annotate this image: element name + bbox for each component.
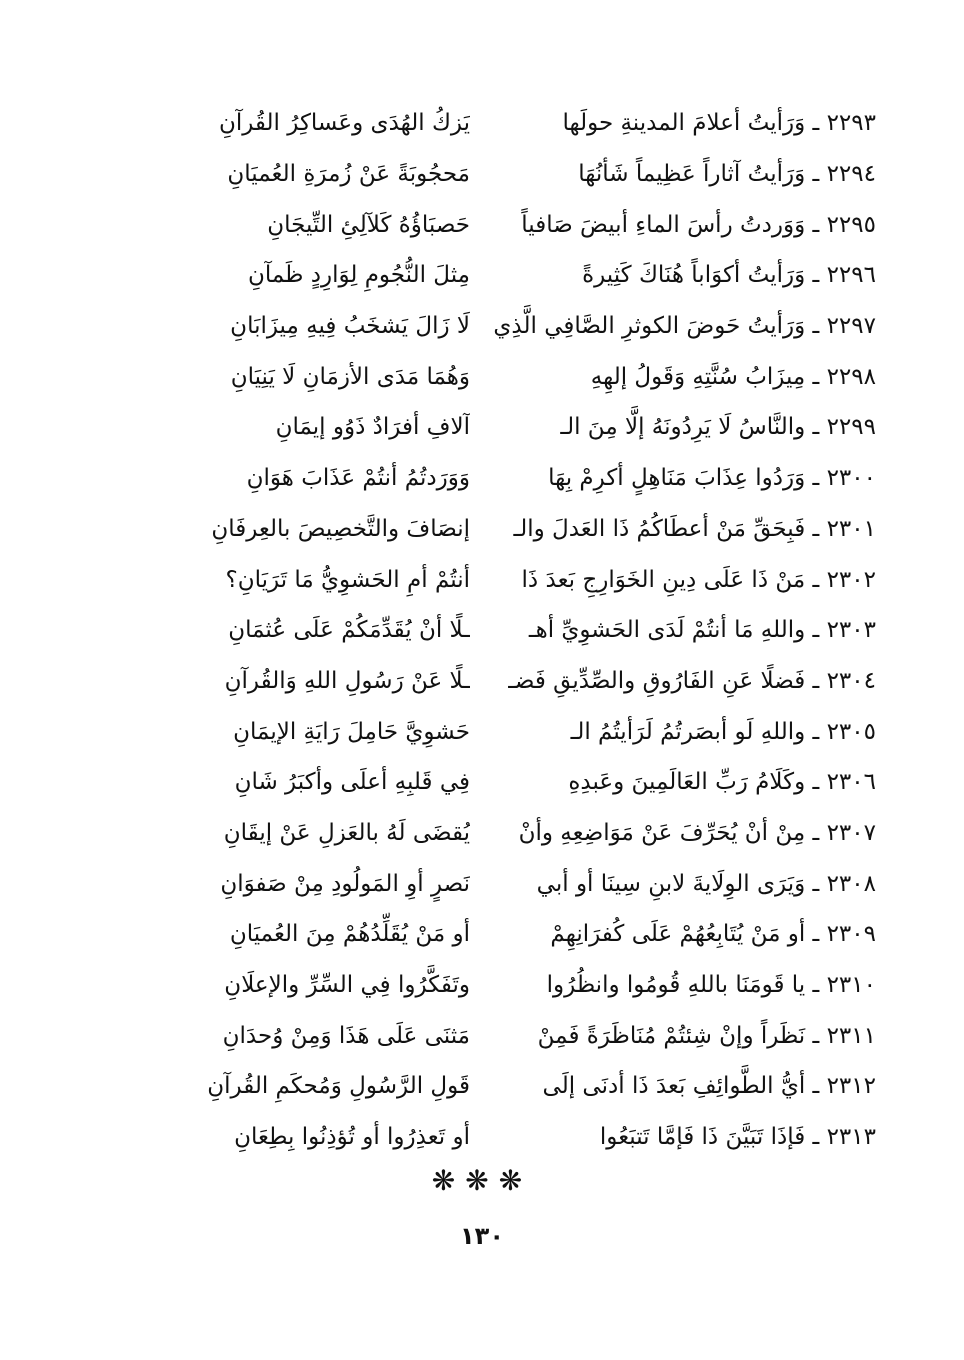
verse-second-hemistich: أو تَعذِرُوا أو تُؤذِنُوا بِطِعَانِ	[234, 1124, 470, 1151]
verse-row	[86, 757, 876, 808]
verse-first-hemistich: ٢٣٠٤ ـ فَضلًا عَنِ الفَارُوقِ والصِّدِّيقِ فَضـ	[508, 667, 876, 694]
verse-second-hemistich: وتَفَكَّرُوا فِي السِّرِّ والإعلَانِ	[224, 972, 470, 999]
verse-first-hemistich: ٢٣١٢ ـ أيُّ الطَّوائِفِ بَعدَ ذَا أدنَى إلَى	[542, 1073, 876, 1100]
verse-row	[86, 98, 876, 149]
verse-row	[86, 351, 876, 402]
verse-row	[86, 554, 876, 605]
verse-second-hemistich: حَشوِيَّ حَامِلَ رَايَةِ الإيمَانِ	[233, 718, 470, 745]
verse-second-hemistich: إنصَافَ والتَّخصِيصَ بالعِرفَانِ	[211, 515, 470, 542]
verse-row	[86, 1112, 876, 1163]
verse-row	[86, 250, 876, 301]
verse-second-hemistich: يَزكُ الهُدَى وعَساكِرُ القُرآنِ	[218, 110, 470, 137]
verse-first-hemistich: ٢٢٩٩ ـ والنَّاسُ لَا يَرِدُونَهُ إلَّا مِنَ الـ	[560, 414, 876, 441]
verse-first-hemistich: ٢٣٠٨ ـ وَيَرَى الوِلَايةَ لابنِ سِينَا أو أبي	[536, 870, 876, 897]
verse-first-hemistich: ٢٢٩٧ ـ وَرَأيتُ حَوضَ الكوثرِ الصَّافِي الَّذِي	[493, 313, 876, 340]
verse-second-hemistich: مَحجُوبَةً عَنْ زُمرَةِ العُميَانِ	[227, 161, 470, 188]
verse-first-hemistich: ٢٣٠٩ ـ أو مَنْ يُتَابِعُهُمْ عَلَى كُفرَانِهِمْ	[550, 921, 876, 948]
verse-first-hemistich: ٢٢٩٥ ـ وَوَردتُ رأسَ الماءِ أبيضَ صَافياً	[521, 211, 876, 238]
verse-first-hemistich: ٢٢٩٨ ـ مِيزَابُ سُنَّتِهِ وَقَولُ إلهِهِ	[590, 363, 876, 390]
verse-row	[86, 301, 876, 352]
verse-second-hemistich: أنتُمْ أمِ الحَشوِيُّ مَا تَرَيَانِ؟	[225, 566, 470, 593]
verse-row	[86, 808, 876, 859]
verse-first-hemistich: ٢٢٩٦ ـ وَرَأيتُ أكوَاباً هُنَاكَ كَثِيرةً	[582, 262, 876, 289]
verse-second-hemistich: مَثنَى عَلَى هَذَا وَمِنْ وُحدَانِ	[222, 1022, 470, 1049]
verse-first-hemistich: ٢٣٠٢ ـ مَنْ ذَا عَلَى دِينِ الخَوَارِجِ بَعدَ ذَا	[521, 566, 876, 593]
verse-row	[86, 1010, 876, 1061]
verse-first-hemistich: ٢٢٩٤ ـ وَرَأيتُ آثاراً عَظِيماً شَأنُهَا	[578, 161, 876, 188]
verse-first-hemistich: ٢٣١٠ ـ يا قَومَنَا باللهِ قُومُوا وانظُرُوا	[546, 972, 876, 999]
verse-second-hemistich: وَهُمَا مَدَى الأزمَانِ لَا يَنِيَانِ	[230, 363, 470, 390]
verse-second-hemistich: نَصرٍ أوِ المَولُودِ مِنْ صَفوَانِ	[220, 870, 470, 897]
verse-first-hemistich: ٢٢٩٣ ـ وَرَأيتُ أعلامَ المدينةِ حولَها	[562, 110, 876, 137]
verse-row	[86, 199, 876, 250]
verse-first-hemistich: ٢٣٠١ ـ فَبِحَقِّ مَنْ أعطَاكُمُ ذَا العَدلَ والـ	[513, 515, 876, 542]
verse-second-hemistich: وَوَرَدتُمُ أنتُمْ عَذَابَ هَوَانِ	[246, 465, 470, 492]
verse-row	[86, 909, 876, 960]
verse-first-hemistich: ٢٣١٣ ـ فَإذَا تَبَيَّنَ ذَا فَإمَّا تَتبَعُوا	[599, 1124, 876, 1151]
verse-row	[86, 504, 876, 555]
verse-row	[86, 656, 876, 707]
verse-row	[86, 453, 876, 504]
verse-row	[86, 1061, 876, 1112]
verse-row	[86, 605, 876, 656]
verse-second-hemistich: آلافِ أفرَادٌ ذَوُو إيمَانِ	[275, 414, 470, 441]
poem-body	[86, 98, 876, 1162]
section-divider-ornament: ❋❋❋	[431, 1164, 533, 1197]
verse-first-hemistich: ٢٣٠٣ ـ واللهِ مَا أنتُمْ لَدَى الحَشوِيِّ أهـ	[528, 617, 876, 644]
verse-second-hemistich: حَصبَاؤُهُ كَلآلِئِ التِّيجَانِ	[267, 211, 470, 238]
verse-row	[86, 402, 876, 453]
verse-second-hemistich: يُقضَى لَهُ بالعَزلِ عَنْ إيقَانِ	[223, 819, 470, 846]
verse-first-hemistich: ٢٣٠٠ ـ وَرَدُوا عِذَابَ مَنَاهِلٍ أكرِمْ بِهَا	[548, 465, 876, 492]
verse-second-hemistich: أو مَنْ يُقَلِّدُهُمْ مِنَ العُميَانِ	[229, 921, 470, 948]
page-number: ١٣٠	[460, 1222, 504, 1250]
verse-first-hemistich: ٢٣١١ ـ نَظَراً وإنْ شِئتُمْ مُنَاظَرَةً فَمِنْ	[537, 1022, 876, 1049]
verse-second-hemistich: ـلًا أنْ يُقَدِّمَكُمْ عَلَى عُثمَانِ	[228, 617, 470, 644]
verse-first-hemistich: ٢٣٠٧ ـ مِنْ أنْ يُحَرِّفَ عَنْ مَوَاضِعِهِ وأنْ	[518, 819, 876, 846]
verse-row	[86, 960, 876, 1011]
verse-row	[86, 858, 876, 909]
verse-first-hemistich: ٢٣٠٦ ـ وكَلَامُ رَبِّ العَالَمِينَ وعَبدِهِ	[568, 769, 876, 796]
verse-row	[86, 706, 876, 757]
verse-second-hemistich: فِي قَلبِهِ أعلَى وأكبَرُ شَانِ	[234, 769, 470, 796]
verse-second-hemistich: لَا زَالَ يَشخَبُ فِيهِ مِيزَابَانِ	[230, 313, 470, 340]
verse-second-hemistich: مِثلَ النُّجُومِ لِوَارِدٍ ظَمآنِ	[247, 262, 470, 289]
verse-second-hemistich: ـلًا عَنْ رَسُولِ اللهِ وَالقُرآنِ	[224, 667, 470, 694]
verse-row	[86, 149, 876, 200]
verse-second-hemistich: قَولِ الرَّسُولِ وَمُحكَمِ القُرآنِ	[207, 1073, 470, 1100]
verse-first-hemistich: ٢٣٠٥ ـ واللهِ لَو أبصَرتُمُ لَرَأيتُمُ الـ	[570, 718, 876, 745]
